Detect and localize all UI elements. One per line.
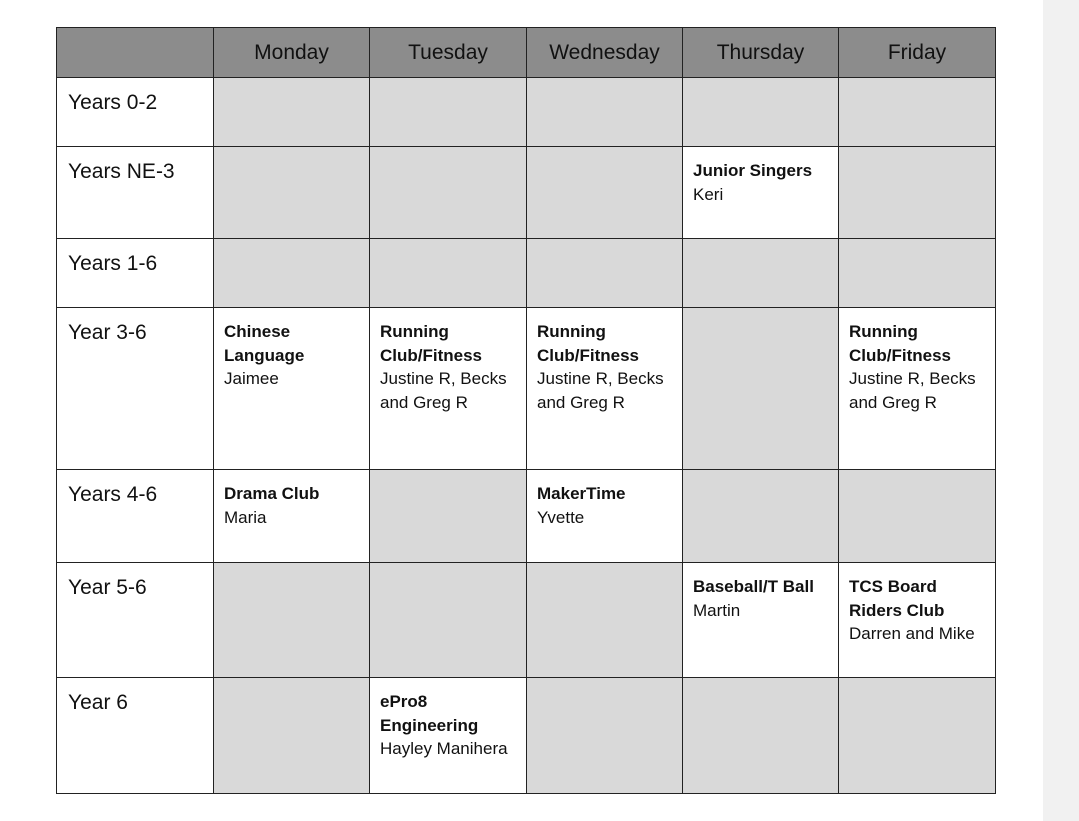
table-row <box>57 239 996 308</box>
header-row <box>57 28 996 78</box>
activity-cell-friday <box>839 563 996 678</box>
activity-title: ePro8 Engineering <box>380 692 479 735</box>
empty-cell-friday <box>839 678 996 794</box>
year-group-label: Years 1-6 <box>57 239 214 308</box>
activity-title: Running Club/Fitness <box>537 322 640 365</box>
activity-title: Running Club/Fitness <box>380 322 483 365</box>
activity-title: MakerTime <box>537 484 626 503</box>
activity-cell-wednesday <box>527 470 683 563</box>
activity-leader: Maria <box>224 507 267 527</box>
activity-title: TCS Board Riders Club <box>849 577 945 620</box>
table-row <box>57 308 996 470</box>
year-group-label: Years NE-3 <box>57 147 214 239</box>
empty-cell-wednesday <box>527 239 683 308</box>
table-row <box>57 563 996 678</box>
day-header-thursday: Thursday <box>683 28 839 78</box>
activity-leader: Martin <box>693 600 741 620</box>
activity-title: Running Club/Fitness <box>849 322 952 365</box>
empty-cell-monday <box>214 678 370 794</box>
activity-leader: Jaimee <box>224 369 279 388</box>
year-group-label: Years 4-6 <box>57 470 214 563</box>
empty-cell-thursday <box>683 78 839 147</box>
activity-title: Drama Club <box>224 484 320 503</box>
year-group-label: Year 5-6 <box>57 563 214 678</box>
empty-cell-tuesday <box>370 563 527 678</box>
year-group-label: Year 3-6 <box>57 308 214 470</box>
activity-cell-tuesday <box>370 308 527 470</box>
table-row <box>57 470 996 563</box>
activity-cell-tuesday <box>370 678 527 794</box>
empty-cell-monday <box>214 563 370 678</box>
empty-cell-monday <box>214 147 370 239</box>
activity-cell-friday <box>839 308 996 470</box>
table-row <box>57 78 996 147</box>
day-header-tuesday: Tuesday <box>370 28 527 78</box>
activity-leader: Justine R, Becks and Greg R <box>537 369 664 412</box>
empty-cell-wednesday <box>527 78 683 147</box>
activity-leader: Hayley Manihera <box>380 739 508 758</box>
year-group-label: Year 6 <box>57 678 214 794</box>
scrollbar-track[interactable] <box>1043 0 1079 821</box>
empty-cell-tuesday <box>370 147 527 239</box>
empty-cell-friday <box>839 470 996 563</box>
day-header-monday: Monday <box>214 28 370 78</box>
empty-cell-friday <box>839 239 996 308</box>
activity-leader: Yvette <box>537 507 585 527</box>
empty-cell-friday <box>839 78 996 147</box>
empty-cell-wednesday <box>527 147 683 239</box>
activity-leader: Darren and Mike <box>849 624 975 643</box>
activity-leader: Justine R, Becks and Greg R <box>849 369 976 412</box>
empty-cell-thursday <box>683 239 839 308</box>
activity-title: Baseball/T Ball <box>693 577 814 596</box>
empty-cell-monday <box>214 239 370 308</box>
day-header-wednesday: Wednesday <box>527 28 683 78</box>
corner-header-cell <box>57 28 214 78</box>
year-group-label: Years 0-2 <box>57 78 214 147</box>
activity-cell-wednesday <box>527 308 683 470</box>
activity-leader: Justine R, Becks and Greg R <box>380 369 507 412</box>
table-row <box>57 678 996 794</box>
empty-cell-friday <box>839 147 996 239</box>
activity-title: Junior Singers <box>693 161 813 180</box>
clubs-timetable <box>56 27 996 794</box>
activity-cell-thursday <box>683 563 839 678</box>
empty-cell-wednesday <box>527 678 683 794</box>
empty-cell-thursday <box>683 308 839 470</box>
empty-cell-monday <box>214 78 370 147</box>
empty-cell-tuesday <box>370 78 527 147</box>
activity-cell-thursday <box>683 147 839 239</box>
empty-cell-thursday <box>683 678 839 794</box>
empty-cell-tuesday <box>370 470 527 563</box>
activity-cell-monday <box>214 308 370 470</box>
empty-cell-wednesday <box>527 563 683 678</box>
empty-cell-thursday <box>683 470 839 563</box>
activity-cell-monday <box>214 470 370 563</box>
activity-leader: Keri <box>693 184 724 204</box>
activity-title: Chinese Language <box>224 322 305 365</box>
table-row <box>57 147 996 239</box>
day-header-friday: Friday <box>839 28 996 78</box>
empty-cell-tuesday <box>370 239 527 308</box>
